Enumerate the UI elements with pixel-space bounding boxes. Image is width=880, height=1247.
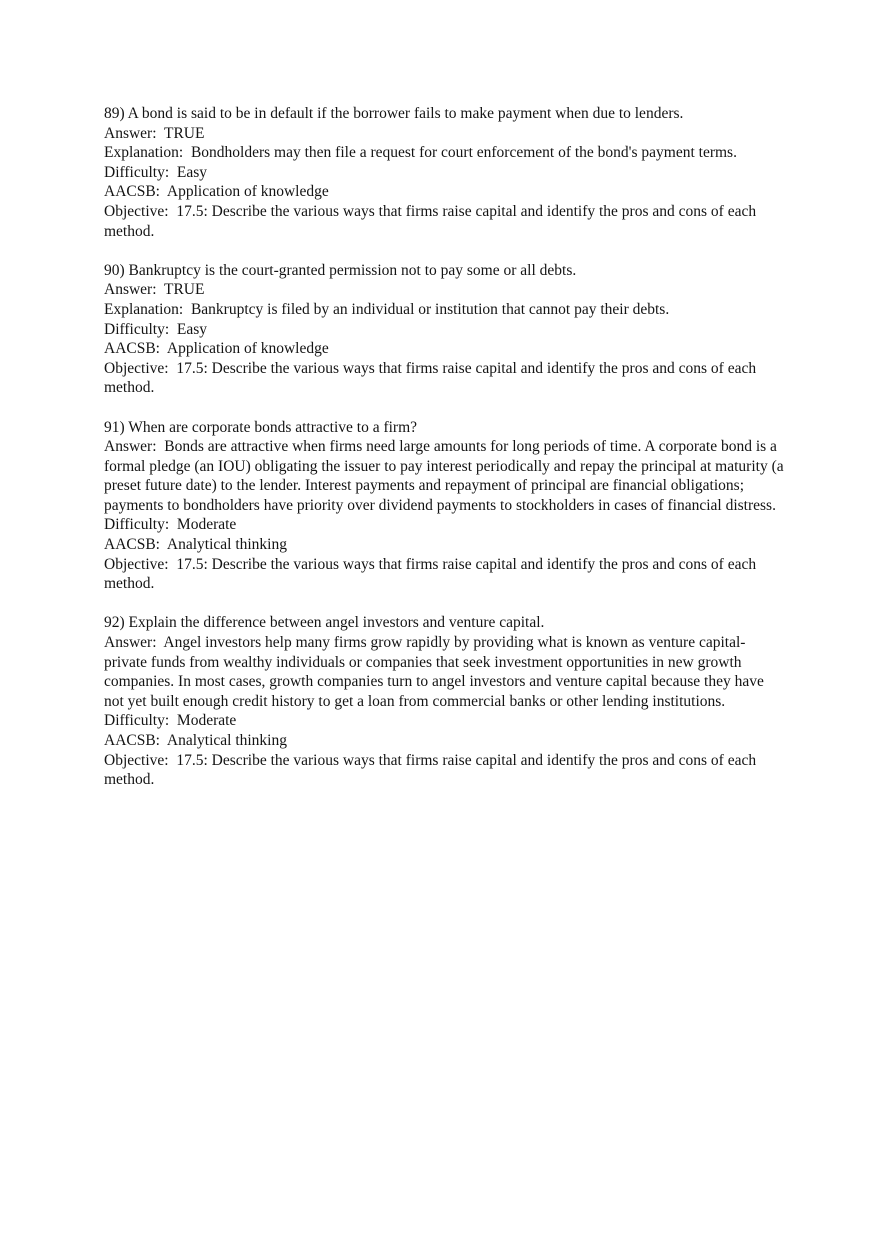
objective-label: Objective:: [104, 359, 177, 377]
aacsb-line: [104, 731, 784, 751]
answer-text: TRUE: [164, 281, 205, 299]
aacsb-label: AACSB:: [104, 536, 167, 554]
objective-text: 17.5: Describe the various ways that firms raise capital and identify the pros and cons of each method.: [104, 751, 757, 789]
question-89: [104, 104, 784, 241]
objective-label: Objective:: [104, 751, 177, 769]
difficulty-line: [104, 515, 784, 535]
objective-text: 17.5: Describe the various ways that firms raise capital and identify the pros and cons of each method.: [104, 202, 757, 240]
aacsb-value: Analytical thinking: [166, 536, 287, 554]
objective-text: 17.5: Describe the various ways that firms raise capital and identify the pros and cons of each method.: [104, 555, 757, 593]
answer-label: Answer:: [104, 281, 164, 299]
aacsb-line: [104, 182, 784, 202]
explanation-text: Bankruptcy is filed by an individual or institution that cannot pay their debts.: [190, 300, 670, 318]
difficulty-label: Difficulty:: [104, 516, 177, 534]
difficulty-label: Difficulty:: [104, 163, 177, 181]
difficulty-line: [104, 163, 784, 183]
question-stem: 91) When are corporate bonds attractive to a firm?: [104, 418, 418, 436]
difficulty-value: Moderate: [176, 712, 237, 730]
document-page: [104, 104, 784, 809]
explanation-text: Bondholders may then file a request for court enforcement of the bond's payment terms.: [190, 144, 737, 162]
aacsb-value: Analytical thinking: [166, 732, 287, 749]
explanation-label: Explanation:: [104, 300, 191, 318]
question-92: [104, 613, 784, 789]
aacsb-value: Application of knowledge: [166, 183, 329, 201]
objective-line: [104, 751, 784, 790]
objective-line: [104, 202, 784, 241]
question-stem: 92) Explain the difference between angel investors and venture capital.: [104, 614, 545, 632]
answer-text: TRUE: [164, 124, 205, 142]
explanation-line: [104, 143, 784, 163]
difficulty-label: Difficulty:: [104, 320, 177, 338]
answer-line: [104, 124, 784, 144]
aacsb-label: AACSB:: [104, 183, 167, 201]
answer-line: [104, 280, 784, 300]
answer-text: Angel investors help many firms grow rapidly by providing what is known as venture capital-private funds from wealthy individuals or companies that seek investment opportunities in new growth companies. In most cases, growth companies turn to angel investors and venture capital because they have not yet built enough credit history to get a loan from commercial banks or other lending institutions.: [104, 634, 764, 710]
aacsb-value: Application of knowledge: [166, 340, 329, 358]
answer-line: [104, 437, 784, 515]
objective-line: [104, 555, 784, 594]
answer-label: Answer:: [104, 438, 165, 456]
question-stem: 90) Bankruptcy is the court-granted permission not to pay some or all debts.: [104, 261, 577, 279]
answer-line: [104, 633, 784, 711]
explanation-label: Explanation:: [104, 144, 191, 162]
difficulty-value: Easy: [176, 163, 208, 181]
difficulty-value: Easy: [176, 320, 208, 338]
aacsb-label: AACSB:: [104, 340, 167, 358]
question-stem: 89) A bond is said to be in default if the borrower fails to make payment when due to lenders.: [104, 105, 684, 122]
question-90: [104, 261, 784, 398]
difficulty-label: Difficulty:: [104, 712, 177, 730]
difficulty-value: Moderate: [176, 516, 237, 534]
difficulty-line: [104, 711, 784, 731]
difficulty-line: [104, 320, 784, 340]
aacsb-line: [104, 339, 784, 359]
answer-label: Answer:: [104, 124, 164, 142]
answer-text: Bonds are attractive when firms need large amounts for long periods of time. A corporate bond is a formal pledge (an IOU) obligating the issuer to pay interest periodically and repay the principal at maturity (a preset future date) to the lender. Interest payments and repayment of principal are financial obligations; payments to bondholders have priority over dividend payments to stockholders in cases of financial distress.: [104, 438, 784, 514]
answer-label: Answer:: [104, 634, 164, 652]
objective-line: [104, 359, 784, 398]
objective-label: Objective:: [104, 555, 177, 573]
explanation-line: [104, 300, 784, 320]
objective-label: Objective:: [104, 202, 177, 220]
aacsb-label: AACSB:: [104, 732, 167, 749]
objective-text: 17.5: Describe the various ways that firms raise capital and identify the pros and cons of each method.: [104, 359, 757, 397]
aacsb-line: [104, 535, 784, 555]
question-91: [104, 418, 784, 594]
